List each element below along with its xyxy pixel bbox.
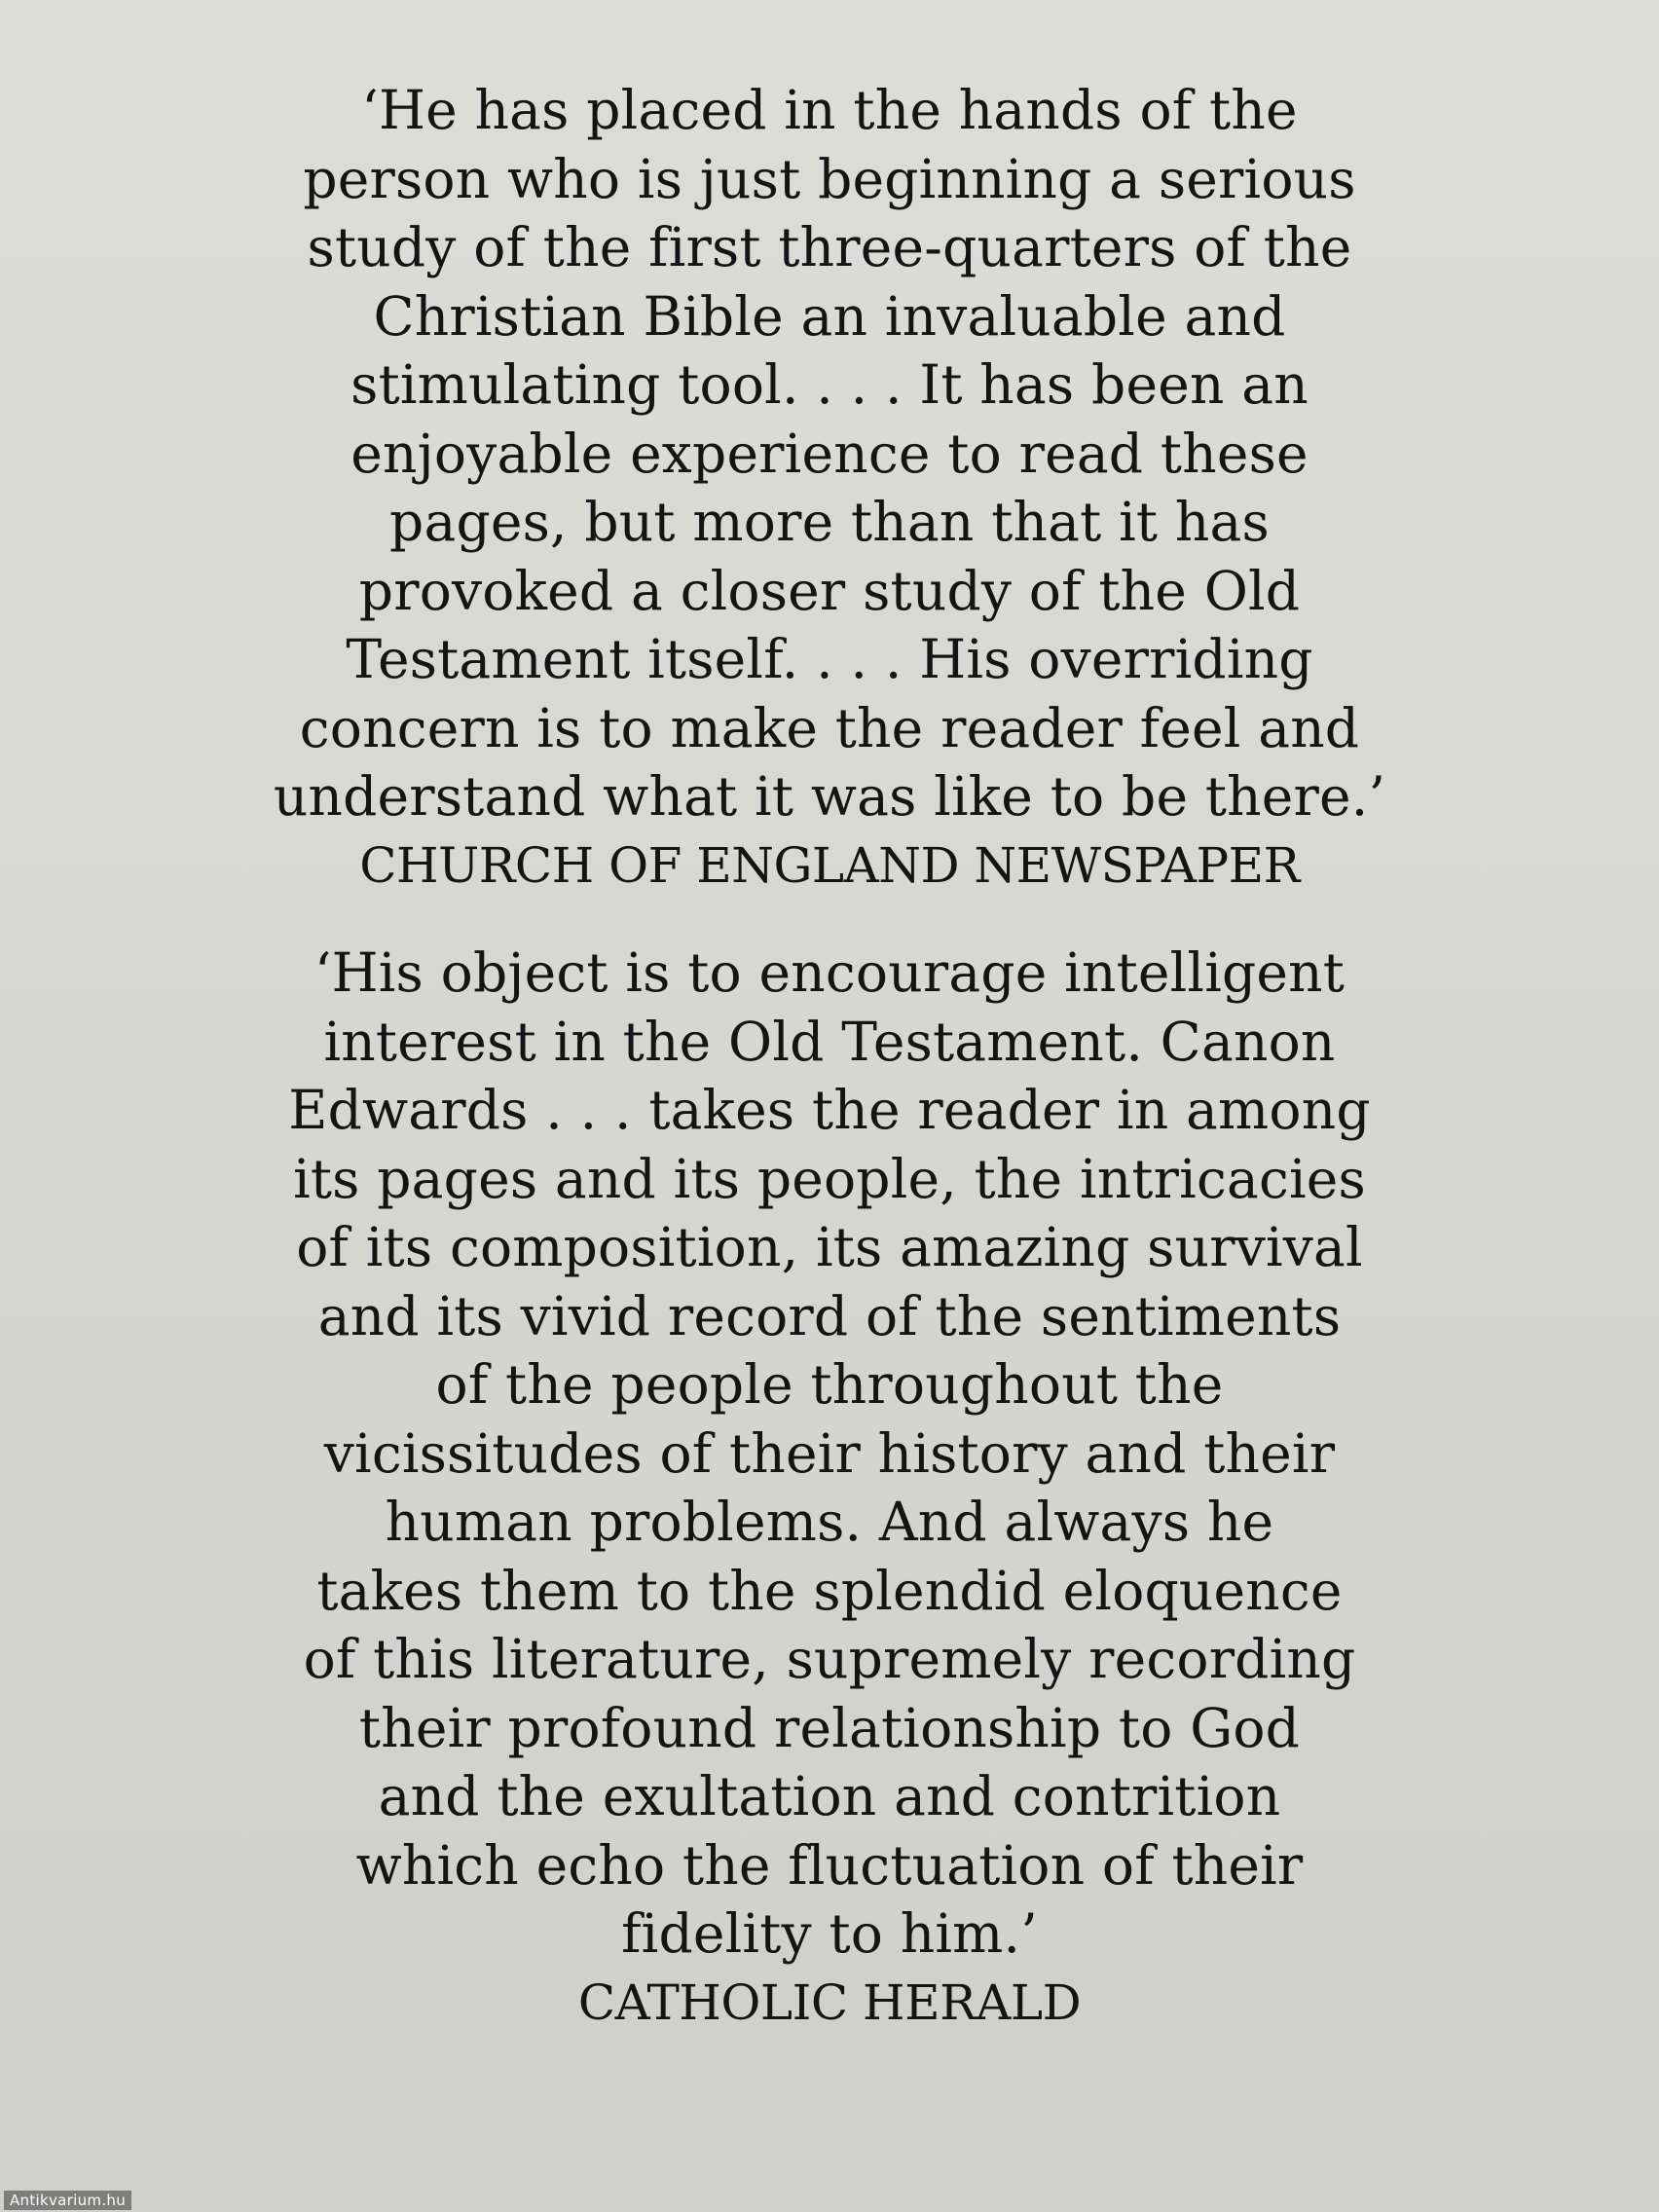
quote-line: takes them to the splendid eloquence [316,1559,1343,1622]
quote-line: of the people throughout the [435,1353,1224,1416]
review-quote-church-of-england [195,76,1464,900]
quote-line: concern is to make the reader feel and [299,696,1360,759]
quote-line: ‘He has placed in the hands of the [361,79,1298,141]
review-source: CHURCH OF ENGLAND NEWSPAPER [359,836,1300,894]
quote-line: stimulating tool. . . . It has been an [350,353,1309,416]
quote-line: study of the first three-quarters of the [307,216,1352,278]
quote-line: understand what it was like to be there.’ [273,765,1386,828]
quote-line: human problems. And always he [385,1491,1274,1553]
quote-line: vicissitudes of their history and their [323,1421,1336,1485]
review-source: CATHOLIC HERALD [577,1973,1082,2031]
watermark-label: Antikvarium.hu [4,2191,131,2210]
review-quote-catholic-herald [195,939,1464,2037]
quote-line: Christian Bible an invaluable and [373,284,1286,348]
quote-line: Edwards . . . takes the reader in among [288,1079,1371,1141]
quote-line: ‘His object is to encourage intelligent [313,941,1346,1004]
quote-line: person who is just beginning a serious [303,147,1356,210]
quote-line: Testament itself. . . . His overriding [346,628,1313,690]
quote-line: fidelity to him.’ [621,1902,1038,1965]
quote-line: their profound relationship to God [358,1696,1301,1759]
quote-line: interest in the Old Testament. Canon [323,1010,1336,1073]
quote-line: which echo the fluctuation of their [355,1833,1304,1897]
quote-line: provoked a closer study of the Old [358,559,1301,622]
quote-line: enjoyable experience to read these [350,422,1309,485]
quote-line: of its composition, its amazing survival [296,1216,1363,1278]
quote-line: and the exultation and contrition [378,1765,1281,1827]
quote-line: and its vivid record of the sentiments [317,1284,1342,1347]
quote-line: its pages and its people, the intricacies [293,1147,1366,1210]
quote-line: of this literature, supremely recording [303,1628,1356,1690]
quote-line: pages, but more than that it has [389,491,1270,553]
